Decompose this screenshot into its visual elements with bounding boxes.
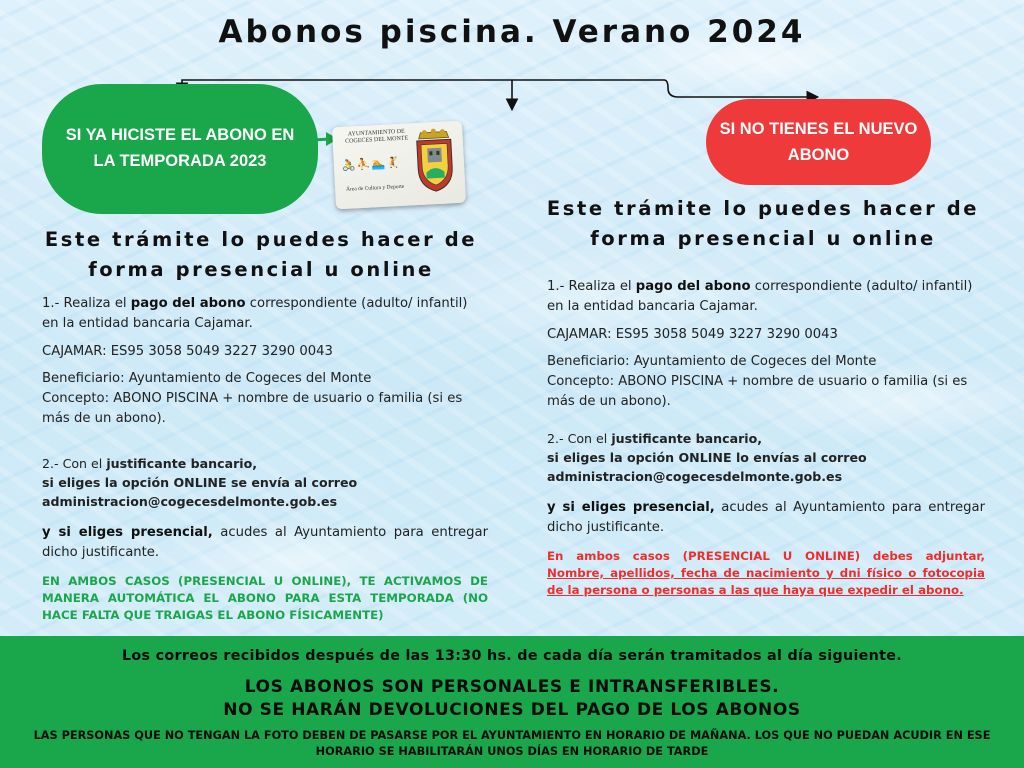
arrow-right bbox=[512, 80, 816, 97]
card-bottom-text: Área de Cultura y Deporte bbox=[345, 183, 405, 193]
concept-text: Concepto: ABONO PISCINA + nombre de usuario o familia (si es más de un abono). bbox=[42, 391, 463, 426]
footer-banner bbox=[0, 636, 1024, 768]
already-subscribed-pill: SI YA HICISTE EL ABONO EN LA TEMPORADA 2023 bbox=[42, 84, 318, 214]
step2-text: 2.- Con el justificante bancario, bbox=[42, 455, 258, 471]
no-pass-pill: SI NO TIENES EL NUEVO ABONO bbox=[706, 99, 931, 185]
presencial-text: y si eliges presencial, acudes al Ayuntamiento para entregar dicho justificante. bbox=[547, 500, 985, 536]
beneficiary-text: Beneficiario: Ayuntamiento de Cogeces del Monte bbox=[42, 371, 372, 387]
step1-text: 1.- Realiza el pago del abono correspondiente (adulto/ infantil) en la entidad bancaria Cajamar. bbox=[42, 296, 468, 331]
step2-text: 2.- Con el justificante bancario, bbox=[547, 430, 763, 446]
left-subheading: Este trámite lo puedes hacer de forma presencial u online bbox=[44, 228, 478, 282]
coat-of-arms-icon bbox=[412, 127, 457, 195]
email-processing-note: Los correos recibidos después de las 13:30 hs. de cada día serán tramitados al día siguiente. bbox=[122, 648, 902, 664]
photo-schedule-note: LAS PERSONAS QUE NO TENGAN LA FOTO DEBEN DE PASARSE POR EL AYUNTAMIENTO EN HORARIO DE MAÑANA. LOS QUE NO PUEDAN ACUDIR EN ESE HORARIO SE HABILITARÁN UNOS DÍAS EN HORARIO DE TARDE bbox=[33, 729, 991, 759]
right-instructions bbox=[547, 277, 985, 598]
step2-online-text: si eliges la opción ONLINE lo envías al correo bbox=[547, 449, 867, 465]
email-address: administracion@cogecesdelmonte.gob.es bbox=[547, 468, 843, 484]
auto-activation-note: EN AMBOS CASOS (PRESENCIAL U ONLINE), TE ACTIVAMOS DE MANERA AUTOMÁTICA EL ABONO PARA ESTA TEMPORADA (NO HACE FALTA QUE TRAIGAS EL ABONO FÍSICAMENTE) bbox=[42, 574, 488, 622]
iban-text: CAJAMAR: ES95 3058 5049 3227 3290 0043 bbox=[547, 326, 838, 342]
card-top-text: AYUNTAMIENTO DE COGECES DEL MONTE bbox=[345, 128, 409, 145]
personal-pass-notice: LOS ABONOS SON PERSONALES E INTRANSFERIBLES. NO SE HARÁN DEVOLUCIONES DEL PAGO DE LOS ABONOS bbox=[223, 677, 801, 720]
presencial-text: y si eliges presencial, acudes al Ayuntamiento para entregar dicho justificante. bbox=[42, 525, 488, 561]
iban-text: CAJAMAR: ES95 3058 5049 3227 3290 0043 bbox=[42, 343, 333, 359]
concept-text: Concepto: ABONO PISCINA + nombre de usuario o familia (si es más de un abono). bbox=[547, 374, 968, 409]
step2-online-text: si eliges la opción ONLINE se envía al correo bbox=[42, 474, 358, 490]
page-title: Abonos piscina. Verano 2024 bbox=[218, 14, 806, 50]
beneficiary-text: Beneficiario: Ayuntamiento de Cogeces del Monte bbox=[547, 354, 877, 370]
email-address: administracion@cogecesdelmonte.gob.es bbox=[42, 493, 338, 509]
right-subheading: Este trámite lo puedes hacer de forma presencial u online bbox=[546, 197, 980, 251]
step1-text: 1.- Realiza el pago del abono correspondiente (adulto/ infantil) en la entidad bancaria Cajamar. bbox=[547, 279, 973, 314]
left-instructions bbox=[42, 294, 488, 623]
required-documents-note: En ambos casos (PRESENCIAL U ONLINE) debes adjuntar, Nombre, apellidos, fecha de nacimiento y dni físico o fotocopia de la persona o personas a las que haya que expedir el abono. bbox=[547, 549, 985, 597]
pool-pass-card bbox=[332, 121, 466, 210]
sports-icon: 🚴⛹🏊🤾 bbox=[341, 156, 402, 172]
